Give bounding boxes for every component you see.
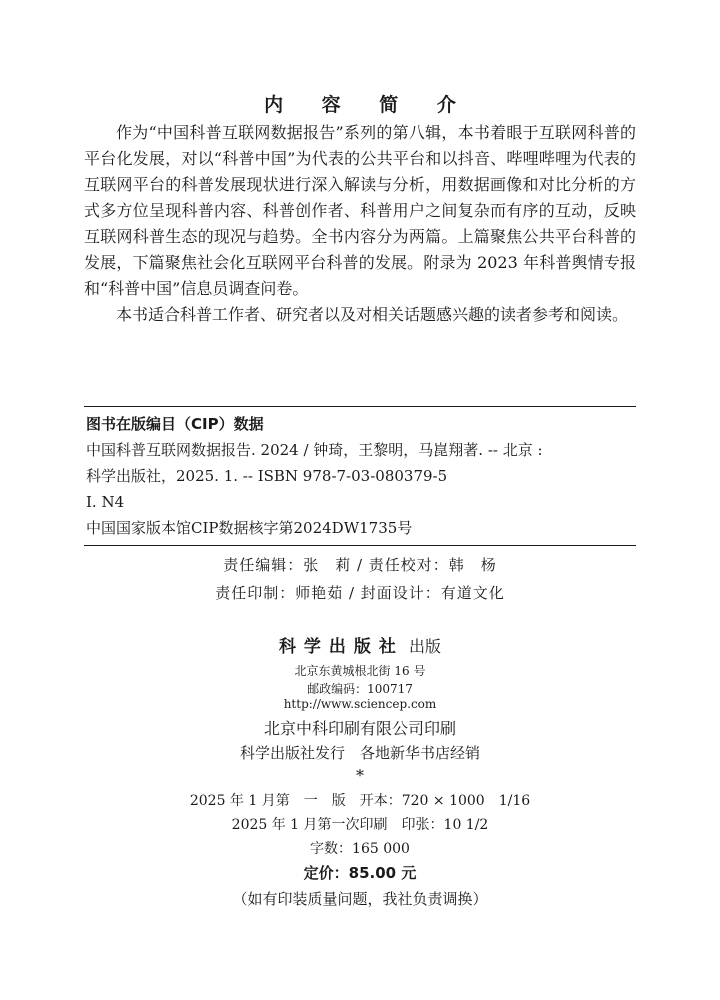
summary-paragraph-1: 作为“中国科普互联网数据报告”系列的第八辑，本书着眼于互联网科普的平台化发展，对以“科普中国”为代表的公共平台和以抖音、哔哩哔哩为代表的互联网平台的科普发展现状进行深入解读与分析，用数据画像和对比分析的方式多方位呈现科普内容、科普创作者、科普用户之间复杂而有序的互动，反映互联网科普生态的现况与趋势。全书内容分为两篇。上篇聚焦公共平台科普的发展，下篇聚焦社会化互联网平台科普的发展。附录为 2023 年科普舆情专报和“科普中国”信息员调查问卷。 [84,123,636,298]
edition-line-1: 2025 年 1 月第 一 版 开本：720 × 1000 1/16 [189,793,531,809]
separator-asterisk: * [356,766,364,785]
content-summary [84,120,636,328]
staff-line-1: 责任编辑：张 莉 / 责任校对：韩 杨 [223,556,497,574]
summary-paragraph-2: 本书适合科普工作者、研究者以及对相关话题感兴趣的读者参考和阅读。 [116,305,629,324]
staff-line-2: 责任印制：师艳茹 / 封面设计：有道文化 [215,584,505,602]
cip-title: 图书在版编目（CIP）数据 [86,415,264,433]
publisher-logo: 科学出版社 [278,637,404,657]
page-title: 内 容 简 介 [264,94,472,116]
publisher-postcode: 邮政编码：100717 [307,682,413,696]
printer-line: 北京中科印刷有限公司印刷 [263,719,456,738]
edition-line-2: 2025 年 1 月第一次印刷 印张：10 1/2 [231,817,489,833]
publisher-suffix: 出版 [409,637,442,656]
cip-block [84,406,636,546]
quality-notice: （如有印装质量问题，我社负责调换） [232,890,488,908]
publisher-address: 北京东黄城根北街 16 号 [294,664,426,678]
cip-line-1: 中国科普互联网数据报告. 2024 / 钟琦，王黎明，马崑翔著. -- 北京 : [86,441,543,459]
publisher-line [0,632,720,657]
cip-line-2: 科学出版社，2025. 1. -- ISBN 978-7-03-080379-5 [86,467,448,485]
distribution-line: 科学出版社发行 各地新华书店经销 [239,744,480,762]
cip-line-3: I. N4 [86,493,125,511]
price: 定价：85.00 元 [303,864,417,882]
publisher-website: http://www.sciencep.com [283,697,437,711]
cip-line-4: 中国国家版本馆CIP数据核字第2024DW1735号 [86,519,413,537]
word-count: 字数：165 000 [310,841,410,857]
